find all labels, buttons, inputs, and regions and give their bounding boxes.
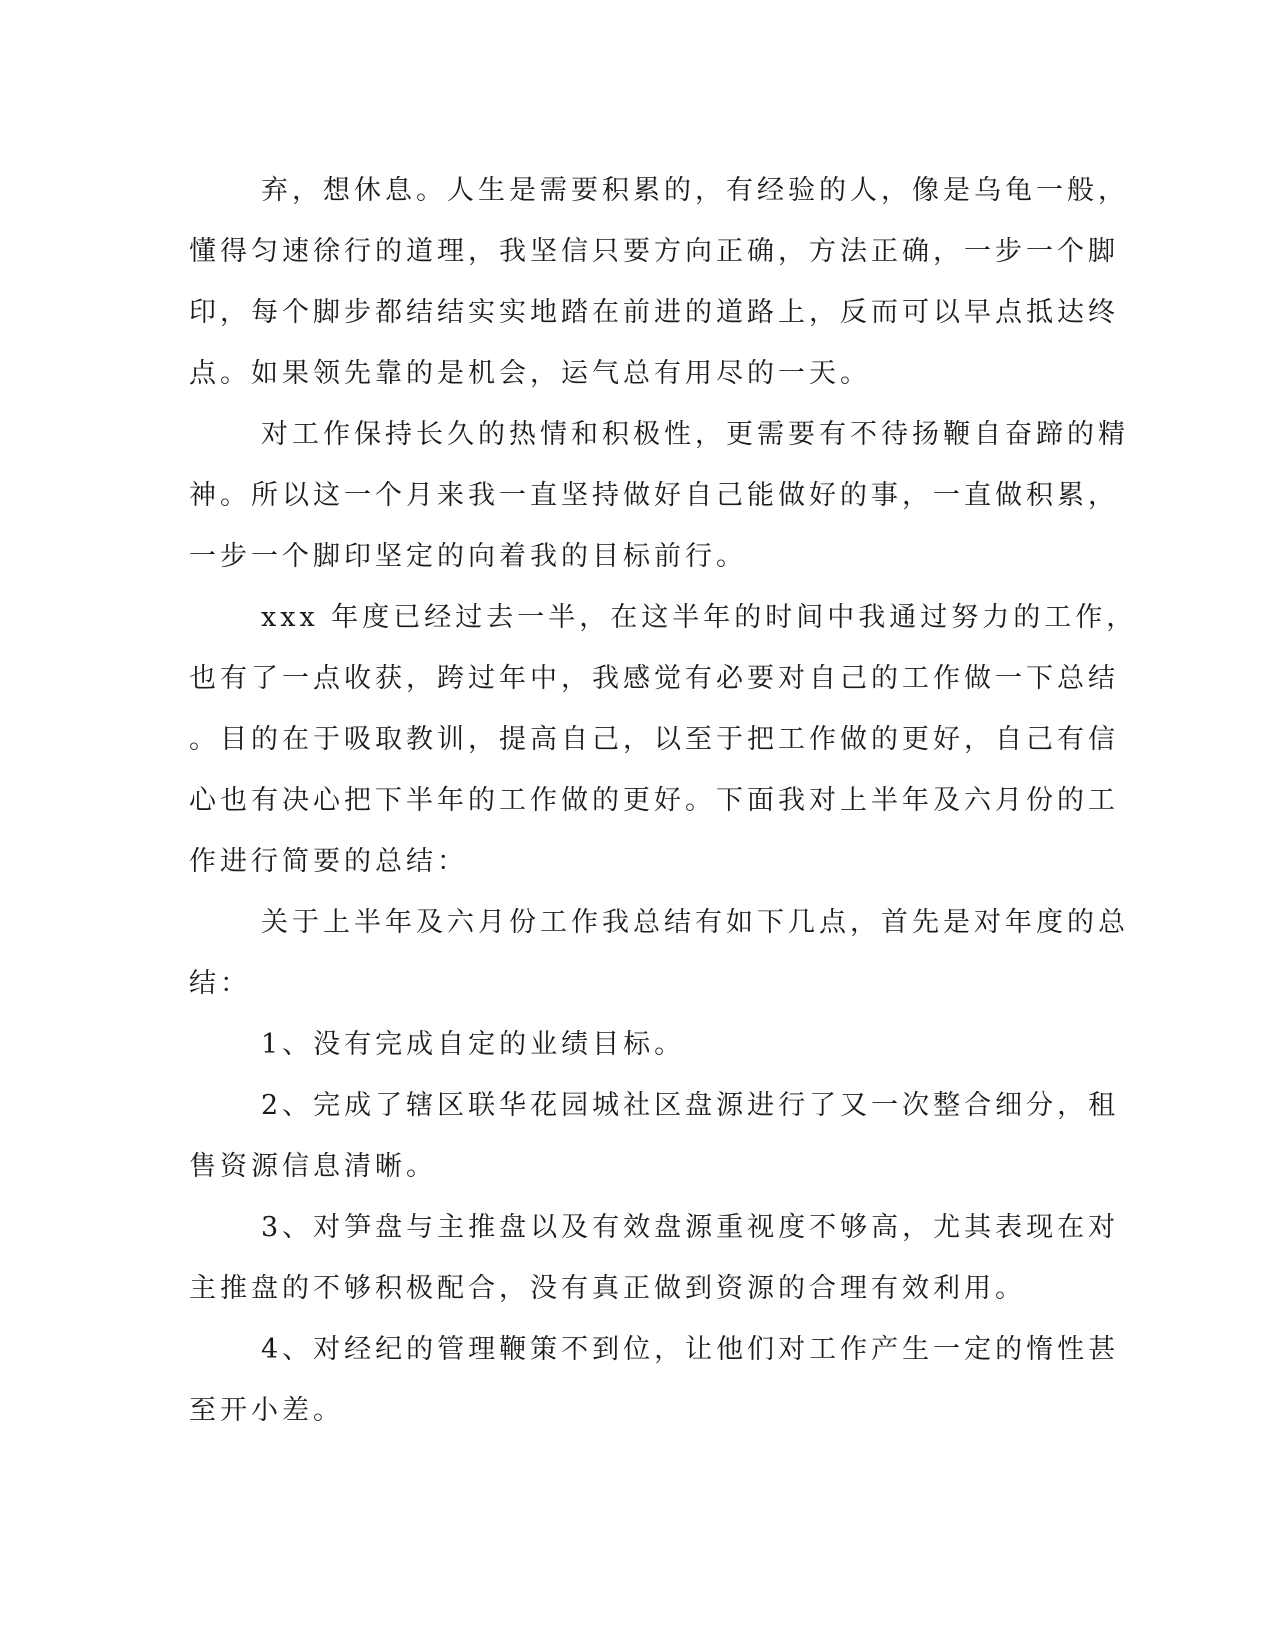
text-line: xxx 年度已经过去一半，在这半年的时间中我通过努力的工作， [261, 602, 1138, 633]
text-line: 神。所以这一个月来我一直坚持做好自己能做好的事，一直做积累， [189, 480, 1119, 511]
text-line: 关于上半年及六月份工作我总结有如下几点，首先是对年度的总 [261, 907, 1129, 938]
text-line: 一步一个脚印坚定的向着我的目标前行。 [189, 541, 747, 572]
text-line: 。目的在于吸取教训，提高自己，以至于把工作做的更好，自己有信 [189, 724, 1119, 755]
text-line: 也有了一点收获，跨过年中，我感觉有必要对自己的工作做一下总结 [189, 663, 1119, 694]
text-line: 至开小差。 [189, 1395, 344, 1426]
text-line: 对工作保持长久的热情和积极性，更需要有不待扬鞭自奋蹄的精 [261, 419, 1129, 450]
text-line: 售资源信息清晰。 [189, 1151, 437, 1182]
text-line: 点。如果领先靠的是机会，运气总有用尽的一天。 [189, 358, 871, 389]
text-line: 2、完成了辖区联华花园城社区盘源进行了又一次整合细分，租 [261, 1090, 1120, 1121]
text-line: 印，每个脚步都结结实实地踏在前进的道路上，反而可以早点抵达终 [189, 297, 1119, 328]
text-line: 弃，想休息。人生是需要积累的，有经验的人，像是乌龟一般， [261, 175, 1129, 206]
text-line: 懂得匀速徐行的道理，我坚信只要方向正确，方法正确，一步一个脚 [189, 236, 1119, 267]
text-line: 3、对笋盘与主推盘以及有效盘源重视度不够高，尤其表现在对 [261, 1212, 1120, 1243]
text-line: 心也有决心把下半年的工作做的更好。下面我对上半年及六月份的工 [189, 785, 1119, 816]
document-body [189, 160, 1138, 1441]
text-line: 主推盘的不够积极配合，没有真正做到资源的合理有效利用。 [189, 1273, 1026, 1304]
text-line: 1、没有完成自定的业绩目标。 [261, 1029, 686, 1060]
text-line: 作进行简要的总结： [189, 846, 468, 877]
text-line: 结： [189, 968, 251, 999]
text-line: 4、对经纪的管理鞭策不到位，让他们对工作产生一定的惰性甚 [261, 1334, 1120, 1365]
